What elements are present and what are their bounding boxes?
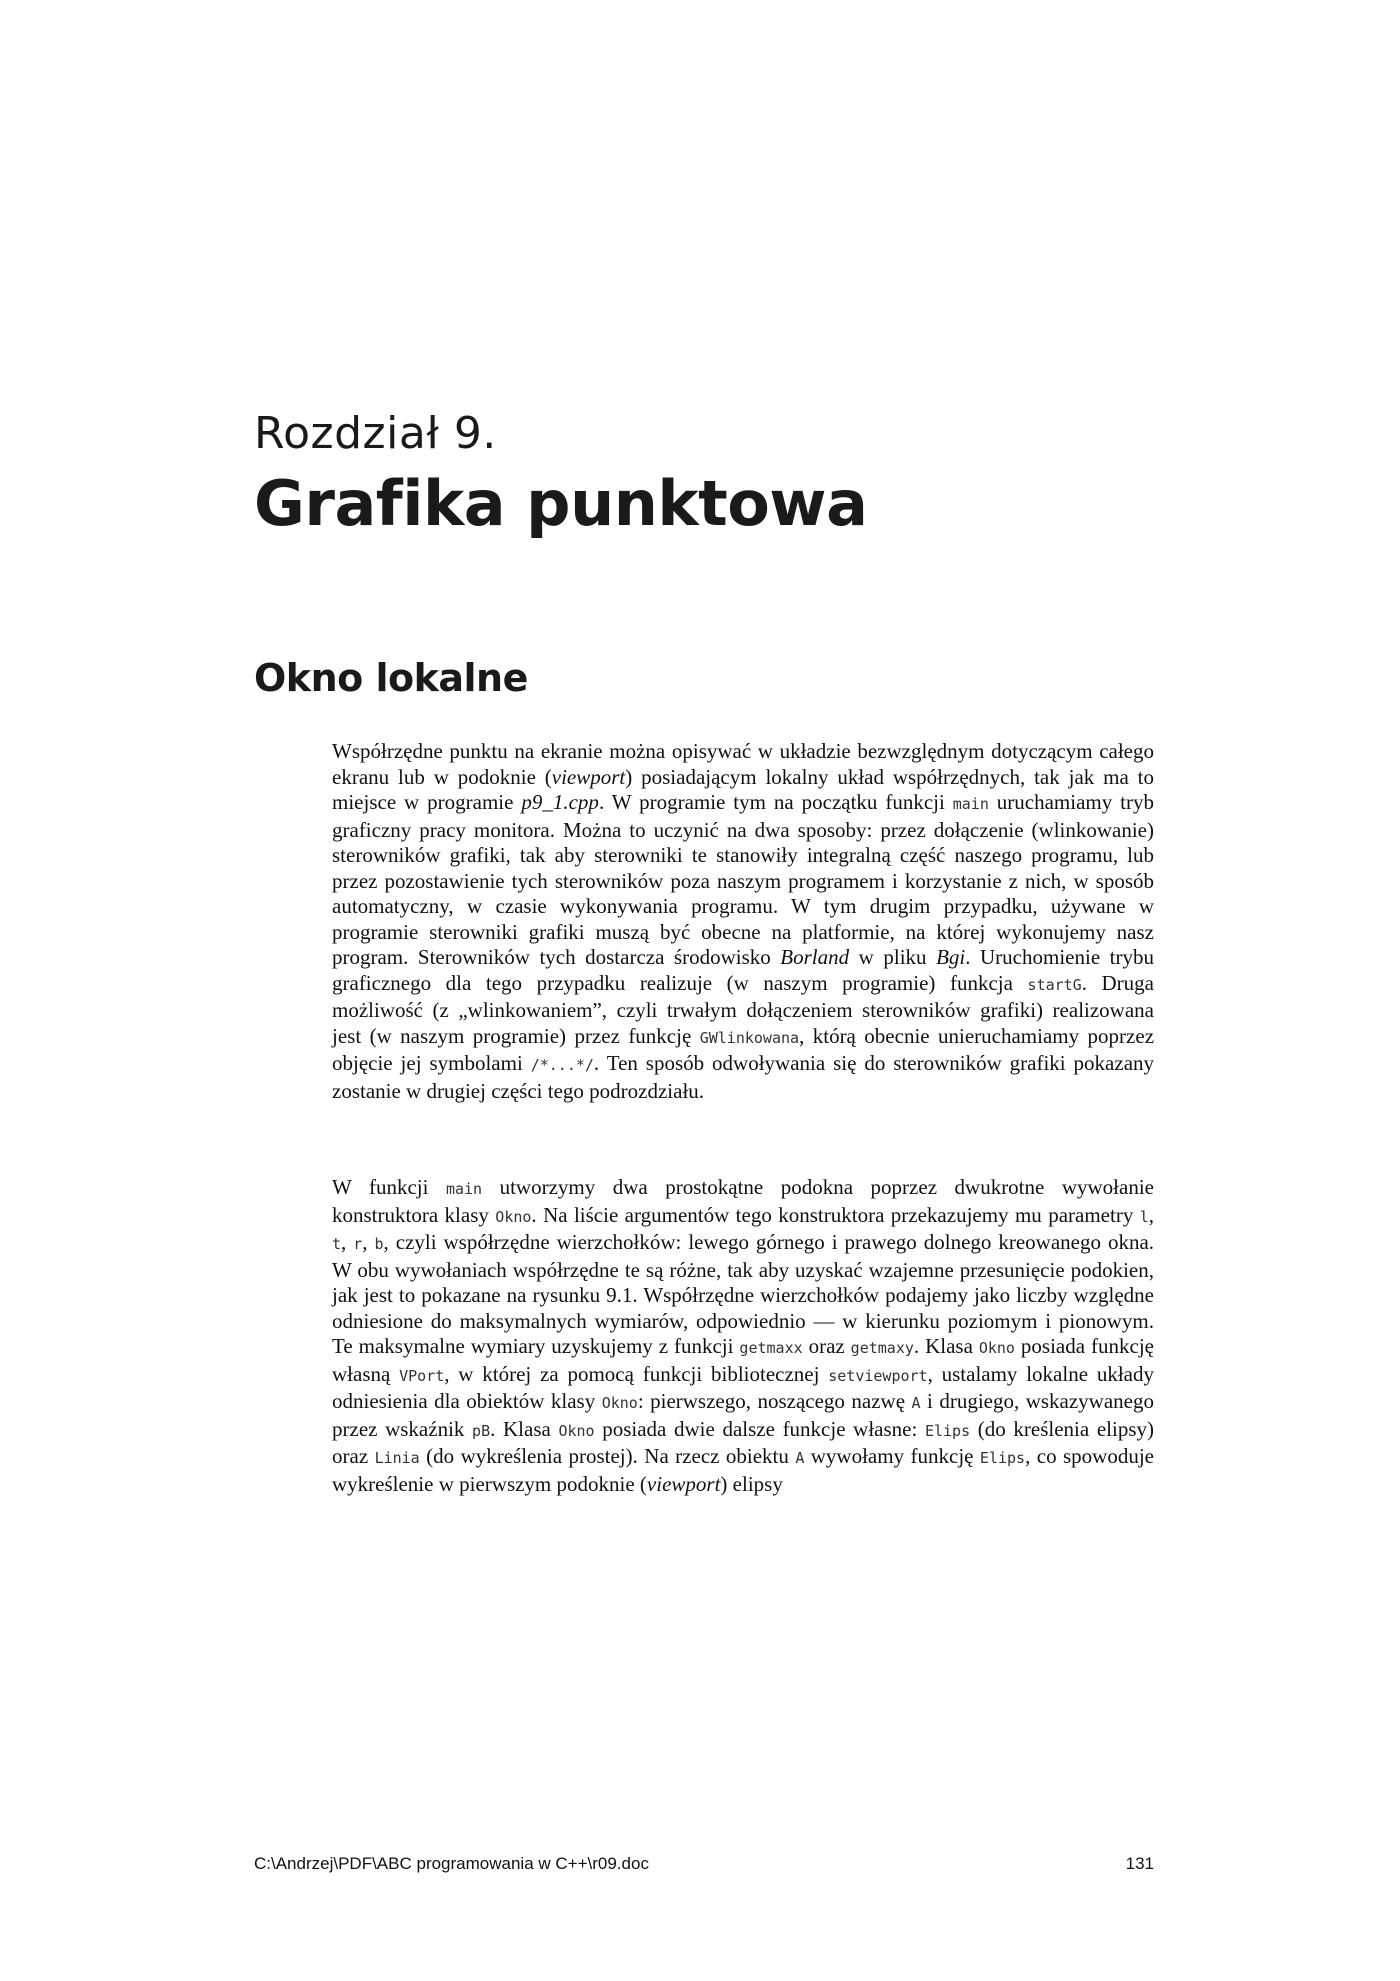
text-run: wywołamy funkcję [804, 1444, 980, 1468]
text-run: . Druga możliwość (z „wlinkowaniem”, czyli trwałym dołączeniem sterowników grafiki) realizowana jest (w naszym programie) przez funkcję [332, 970, 1154, 1048]
text-run: , którą obecnie unieruchamiamy poprzez objęcie jej symbolami [332, 1023, 1155, 1075]
text-run: , co spowoduje wykreślenie w pierwszym podoknie ( [332, 1444, 1154, 1496]
inline-code: Linia [374, 1449, 420, 1467]
text-run: . Ten sposób odwoływania się do sterowników grafiki pokazany zostanie w drugiej części tego podrozdziału. [332, 1051, 1155, 1103]
text-run: (do wykreślenia prostej). Na rzecz obiektu [419, 1444, 796, 1468]
text-run: ) posiadającym lokalny układ współrzędnych, tak jak ma to miejsce w programie [332, 764, 1154, 814]
inline-code: A [911, 1394, 921, 1412]
text-run: , w której za pomocą funkcji bibliotecznej [444, 1361, 829, 1386]
emphasis-text: viewport [646, 1471, 721, 1496]
inline-code: GWlinkowana [699, 1028, 800, 1047]
text-run: posiada funkcję własną [332, 1334, 1154, 1386]
text-run: . W programie tym na początku funkcji [598, 790, 953, 814]
inline-code: pB [472, 1421, 491, 1440]
inline-code: t [332, 1235, 342, 1253]
text-run: w pliku [849, 945, 937, 969]
inline-code: A [795, 1449, 805, 1467]
text-run: , [341, 1230, 354, 1254]
footer-page-number: 131 [1125, 1854, 1154, 1873]
inline-code: Okno [558, 1421, 595, 1440]
text-run: oraz [802, 1334, 851, 1358]
emphasis-text: p9_1.cpp [521, 790, 599, 814]
text-run: Współrzędne punktu na ekranie można opisywać w układzie bezwzględnym dotyczącym całego ekranu lub w podoknie ( [332, 739, 1154, 789]
inline-code: Okno [978, 1339, 1015, 1357]
inline-code: l [1139, 1207, 1149, 1226]
text-run: utworzymy dwa prostokątne podokna poprzez dwukrotne wywołanie konstruktora klasy [332, 1175, 1154, 1227]
text-run: , [1148, 1202, 1154, 1227]
emphasis-text: viewport [551, 764, 626, 789]
body-paragraph [332, 1175, 1154, 1497]
emphasis-text: Borland [780, 945, 850, 969]
text-run: posiada dwie dalsze funkcje własne: [594, 1416, 925, 1441]
section-title: Okno lokalne [254, 656, 528, 700]
inline-code: Okno [495, 1207, 532, 1226]
text-run: . Na liście argumentów tego konstruktora przekazujemy mu parametry [531, 1202, 1140, 1227]
text-run: W funkcji [332, 1175, 446, 1199]
inline-code: main [952, 795, 989, 813]
text-run: ) elipsy [720, 1471, 783, 1496]
text-run: . Klasa [490, 1416, 559, 1441]
inline-code: Elips [924, 1421, 971, 1440]
inline-code: main [445, 1180, 483, 1198]
chapter-title: Grafika punktowa [254, 467, 868, 540]
footer-file-path: C:\Andrzej\PDF\ABC programowania w C++\r09.doc [254, 1854, 649, 1873]
inline-code: Elips [979, 1449, 1026, 1467]
text-run: , ustalamy lokalne układy odniesienia dla obiektów klasy [332, 1361, 1154, 1413]
text-run: uruchamiamy tryb graficzny pracy monitora. Można to uczynić na dwa sposoby: przez dołączenie (wlinkowanie) sterowników grafiki, tak aby sterowniki te stanowiły integralną część naszego programu, lub przez pozostawienie tych sterowników poza naszym programem i korzystanie z nich, w sposób automatyczny, w czasie wykonywania programu. W tym drugim przypadku, używane w programie sterowniki grafiki muszą być obecne na platformie, na której wykonujemy nasz program. Sterowników tych dostarcza środowisko [332, 790, 1154, 969]
text-run: , czyli współrzędne wierzchołków: lewego górnego i prawego dolnego kreowanego okna. W obu wywołaniach współrzędne te są różne, tak aby uzyskać wzajemne przesunięcie podokien, jak jest to pokazane na rysunku 9.1. Współrzędne wierzchołków podajemy jako liczby względne odniesione do maksymalnych wymiarów, odpowiednio — w kierunku poziomym i pionowym. Te maksymalne wymiary uzyskujemy z funkcji [332, 1230, 1155, 1358]
inline-code: VPort [399, 1366, 445, 1385]
inline-code: startG [1027, 975, 1082, 994]
text-run: . Klasa [913, 1334, 979, 1358]
text-run: . Uruchomienie trybu graficznego dla tego przypadku realizuje (w naszym programie) funkcja [332, 945, 1154, 995]
inline-code: r [353, 1235, 363, 1253]
chapter-label: Rozdział 9. [254, 408, 497, 459]
body-paragraph [332, 739, 1154, 1104]
text-run: i drugiego, wskazywanego przez wskaźnik [332, 1389, 1154, 1441]
inline-code: /*...*/ [530, 1056, 594, 1074]
inline-code: getmaxy [850, 1339, 914, 1357]
inline-code: Okno [601, 1394, 638, 1412]
inline-code: setviewport [828, 1366, 928, 1385]
text-run: (do kreślenia elipsy) oraz [332, 1416, 1154, 1468]
text-run: : pierwszego, noszącego nazwę [637, 1389, 912, 1413]
emphasis-text: Bgi [936, 945, 966, 969]
text-run: , [362, 1230, 375, 1254]
inline-code: getmaxx [739, 1339, 803, 1357]
inline-code: b [374, 1235, 384, 1253]
